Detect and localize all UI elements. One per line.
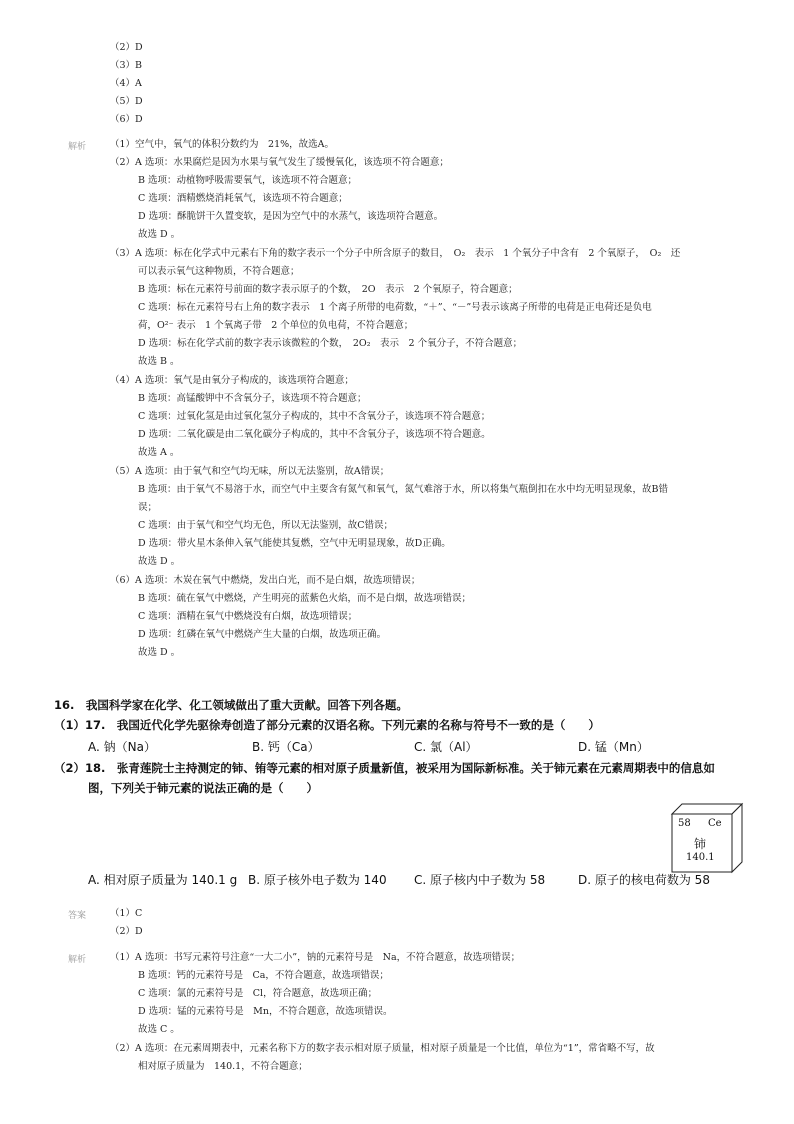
option-c: C. 原子核内中子数为 58 — [414, 873, 546, 887]
analysis-line: B 选项：高锰酸钾中不含氧分子，该选项不符合题意； — [138, 393, 367, 404]
option-c: C. 氯（Al） — [414, 740, 478, 754]
option-b: B. 钙（Ca） — [252, 740, 320, 754]
option-b: B. 原子核外电子数为 140 — [248, 873, 387, 887]
analysis-line: C 选项：由于氧气和空气均无色，所以无法鉴别，故C错误； — [138, 520, 394, 531]
analysis-line: （4）A 选项：氧气是由氧分子构成的，该选项符合题意； — [110, 375, 354, 386]
atomic-number: 58 — [678, 818, 691, 829]
analysis-line: C 选项：过氧化氢是由过氧化氢分子构成的，其中不含氧分子，该选项不符合题意； — [138, 411, 491, 422]
analysis-line: 故选 D 。 — [138, 229, 181, 240]
analysis-line: （5）A 选项：由于氧气和空气均无味，所以无法鉴别，故A错误； — [110, 466, 390, 477]
sub-question-1: （1）17. 我国近代化学先驱徐寿创造了部分元素的汉语名称。下列元素的名称与符号不一致的是（ ） — [54, 718, 600, 732]
analysis-line: （1）A 选项：书写元素符号注意“一大二小”，钠的元素符号是 Na，不符合题意，故选项错误； — [110, 952, 521, 963]
element-symbol: Ce — [708, 818, 722, 829]
answer-line: （1）C — [110, 908, 143, 919]
answer-line: （6）D — [110, 114, 143, 125]
analysis-line: D 选项：锰的元素符号是 Mn，不符合题意，故选项错误。 — [138, 1006, 393, 1017]
sub-question-2: （2）18. 张青莲院士主持测定的铈、铕等元素的相对原子质量新值，被采用为国际新标准。关于铈元素在元素周期表中的信息如 — [54, 761, 715, 775]
analysis-line: D 选项：二氧化碳是由二氧化碳分子构成的，其中不含氧分子，该选项不符合题意。 — [138, 429, 491, 440]
answer-line: （3）B — [110, 60, 143, 71]
atomic-mass: 140.1 — [686, 852, 715, 863]
answer-line: （4）A — [110, 78, 142, 89]
analysis-line: B 选项：硫在氧气中燃烧，产生明亮的蓝紫色火焰，而不是白烟，故选项错误； — [138, 593, 472, 604]
analysis-line: （2）A 选项：水果腐烂是因为水果与氧气发生了缓慢氧化，该选项不符合题意； — [110, 157, 449, 168]
answer-line: （5）D — [110, 96, 143, 107]
analysis-line: C 选项：酒精在氧气中燃烧没有白烟，故选项错误； — [138, 611, 358, 622]
analysis-line: C 选项：标在元素符号右上角的数字表示 1 个离子所带的电荷数，“＋”、“－”号表示该离子所带的电荷是正电荷还是负电 — [138, 302, 652, 313]
analysis-line: B 选项：标在元素符号前面的数字表示原子的个数， 2O 表示 2 个氧原子，符合题意； — [138, 284, 518, 295]
analysis-line: D 选项：带火星木条伸入氧气能使其复燃，空气中无明显现象，故D正确。 — [138, 538, 451, 549]
analysis-label: 解析 — [68, 955, 87, 965]
option-d: D. 原子的核电荷数为 58 — [578, 873, 710, 887]
cell-frame-icon — [670, 802, 746, 874]
analysis-line: （3）A 选项：标在化学式中元素右下角的数字表示一个分子中所含原子的数目， O₂ 表示 1 个氧分子中含有 2 个氧原子， O₂ 还 — [110, 248, 681, 259]
answer-line: （2）D — [110, 926, 143, 937]
analysis-line: 误； — [138, 502, 158, 513]
analysis-line: 故选 C 。 — [138, 1024, 180, 1035]
question-stem: 16. 我国科学家在化学、化工领域做出了重大贡献。回答下列各题。 — [54, 698, 408, 712]
analysis-line: C 选项：酒精燃烧消耗氧气，该选项不符合题意； — [138, 193, 348, 204]
answer-line: （2）D — [110, 42, 143, 53]
option-d: D. 锰（Mn） — [578, 740, 649, 754]
analysis-line: 故选 A 。 — [138, 447, 180, 458]
option-a: A. 钠（Na） — [88, 740, 156, 754]
element-name: 铈 — [694, 837, 707, 851]
analysis-line: D 选项：标在化学式前的数字表示该微粒的个数， 2O₂ 表示 2 个氧分子，不符合题意； — [138, 338, 523, 349]
analysis-line: （6）A 选项：木炭在氧气中燃烧，发出白光，而不是白烟，故选项错误； — [110, 575, 421, 586]
sub-question-2-cont: 图，下列关于铈元素的说法正确的是（ ） — [88, 781, 318, 795]
analysis-line: 故选 D 。 — [138, 647, 181, 658]
analysis-line: C 选项：氯的元素符号是 Cl，符合题意，故选项正确； — [138, 988, 378, 999]
analysis-line: D 选项：红磷在氧气中燃烧产生大量的白烟，故选项正确。 — [138, 629, 387, 640]
analysis-line: B 选项：动植物呼吸需要氧气，该选项不符合题意； — [138, 175, 358, 186]
analysis-line: D 选项：酥脆饼干久置变软，是因为空气中的水蒸气，该选项符合题意。 — [138, 211, 444, 222]
periodic-table-cell — [670, 802, 740, 872]
analysis-line: 荷，O²⁻ 表示 1 个氧离子带 2 个单位的负电荷，不符合题意； — [138, 320, 414, 331]
option-a: A. 相对原子质量为 140.1 g — [88, 873, 238, 887]
analysis-line: （1）空气中，氧气的体积分数约为 21%，故选A。 — [110, 139, 335, 150]
analysis-label: 解析 — [68, 142, 87, 152]
analysis-line: 故选 D 。 — [138, 556, 181, 567]
analysis-line: B 选项：由于氧气不易溶于水，而空气中主要含有氮气和氧气，氮气难溶于水，所以将集气瓶倒扣在水中均无明显现象，故B错 — [138, 484, 668, 495]
analysis-line: 相对原子质量为 140.1，不符合题意； — [138, 1061, 308, 1072]
answer-label: 答案 — [68, 911, 87, 921]
analysis-line: B 选项：钙的元素符号是 Ca，不符合题意，故选项错误； — [138, 970, 389, 981]
analysis-line: 故选 B 。 — [138, 356, 180, 367]
analysis-line: 可以表示氧气这种物质，不符合题意； — [138, 266, 300, 277]
analysis-line: （2）A 选项：在元素周期表中，元素名称下方的数字表示相对原子质量，相对原子质量是一个比值，单位为“1”，常省略不写，故 — [110, 1043, 655, 1054]
